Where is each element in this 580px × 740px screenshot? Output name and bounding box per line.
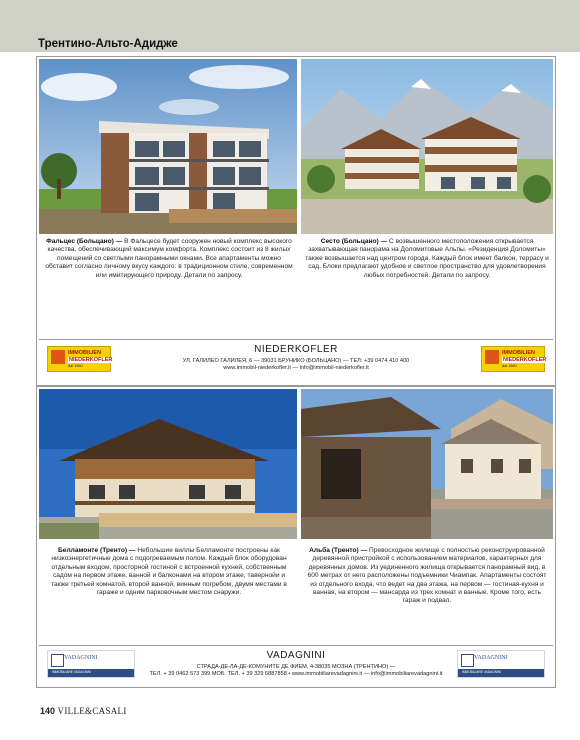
vadagnini-logo <box>457 650 545 678</box>
page-number: 140 <box>40 706 56 716</box>
caption-place: Альба (Тренто) — <box>309 547 368 554</box>
logo-date: dal 1960 <box>68 364 83 368</box>
logo-text: IMMOBILIEN <box>68 350 101 356</box>
listing-block-vadagnini <box>36 386 556 688</box>
caption-text: В Фальцесе будет сооружен новый комплекс высокого качества, обеспечивающий максимум комфорта. Комплекс состоит из 8 жилых помещений со светлыми панорамными окнами. Все апартаменты можно обставит согласно личному вкусу каждого: в традиционном стиле, современном или имитирующего природу. Детали по запросу. <box>45 238 293 279</box>
photo-sesto <box>301 59 553 234</box>
agency-name: VADAGNINI <box>266 650 326 661</box>
logo-text: NIEDERKOFLER <box>503 357 547 363</box>
caption-bellamonte <box>45 547 293 597</box>
logo-mark-icon <box>461 654 474 667</box>
photo-bellamonte <box>39 389 297 539</box>
caption-place: Фальцес (Больцано) — <box>46 238 123 245</box>
agency-name: NIEDERKOFLER <box>254 344 338 355</box>
caption-place: Белламонте (Тренто) — <box>58 547 136 554</box>
house-icon <box>485 350 499 364</box>
logo-text: IMMOBILIEN <box>502 350 535 356</box>
caption-place: Сесто (Больцано) — <box>320 238 388 245</box>
page-title: Трентино-Альто-Адидже <box>38 38 178 50</box>
agency-address: УЛ. ГАЛИЛЕО ГАЛИЛЕЯ, 6 — 39031 БРУНИКО (БОЛЬЦАНО) — ТЕЛ: +39 0474 410 400 <box>182 358 410 364</box>
caption-alba <box>305 547 549 606</box>
caption-falzes <box>45 238 293 280</box>
agency-bar-niederkofler <box>39 339 553 374</box>
caption-text: С возвышенного местоположения открывается захватывающая панорама на Доломитовые Альпы. «Резиденция Доломиты» также возвышается над центром города. Каждый блок имеет балкон, террасу и сад. Блоки предлагают удобное и светлое пространство для удовлетворения любых потребностей. Детали по запросу. <box>305 238 549 279</box>
caption-text: Превосходное жилище с полностью реконструированной деревянной пристройкой с использованием материалов, характерных для деревянных домов. Из уединенного жилища открывается панорамный вид, в 600 метрах от него расположены подъемники Чиампак. Апартаменты состоят из отдельного входа, что ведет на два этажа, на первом — гостиная-кухня и ванная, на втором — мансарда из трех комнат и ванные. Кроме того, есть гараж и подвал. <box>307 547 547 605</box>
listing-block-niederkofler <box>36 56 556 386</box>
photo-alba <box>301 389 553 539</box>
logo-text: NIEDERKOFLER <box>69 357 113 363</box>
caption-sesto <box>305 238 549 280</box>
logo-text: VADAGNINI <box>64 655 98 661</box>
page-footer <box>40 706 127 716</box>
magazine-name: VILLE&CASALI <box>57 706 127 716</box>
agency-web[interactable]: www.immobil-niederkofler.it — info@immobil-niederkofler.it <box>223 365 369 371</box>
logo-subtext: IMMOBILIARE VADAGNINI <box>52 670 92 674</box>
photo-falzes <box>39 59 297 234</box>
caption-text: Небольшие виллы Белламонте построены как низкоэнергетичные дома с подогреваемым полом. Каждый блок оборудован отдельным входом, просторной гостиной с встроенной кухней, собственным садом на первом этаже, ванной и балконами на втором этаже, тавернойи и также третьей комнатой, второй ванной, винным погребом, двумя местами в гараже и одним парковочным местом снаружи. <box>51 547 287 597</box>
logo-text: VADAGNINI <box>474 655 508 661</box>
agency-bar-vadagnini <box>39 645 553 680</box>
agency-contacts[interactable]: ТЕЛ. + 39 0462 573 399 МОБ. ТЕЛ. + 39 329 6887858 • www.immobiliarevadagnini.it — info@immobiliarevadagnini.it <box>149 671 443 677</box>
logo-date: dal 1960 <box>502 364 517 368</box>
agency-address: СТРАДА-ДЕ-ЛА-ДЕ-КОМУНИТЕ ДЕ ФИЕМ, 4-38035 МОЗНА (ТРЕНТИНО) — <box>196 664 396 670</box>
niederkofler-logo <box>481 346 545 372</box>
logo-subtext: IMMOBILIARE VADAGNINI <box>462 670 502 674</box>
